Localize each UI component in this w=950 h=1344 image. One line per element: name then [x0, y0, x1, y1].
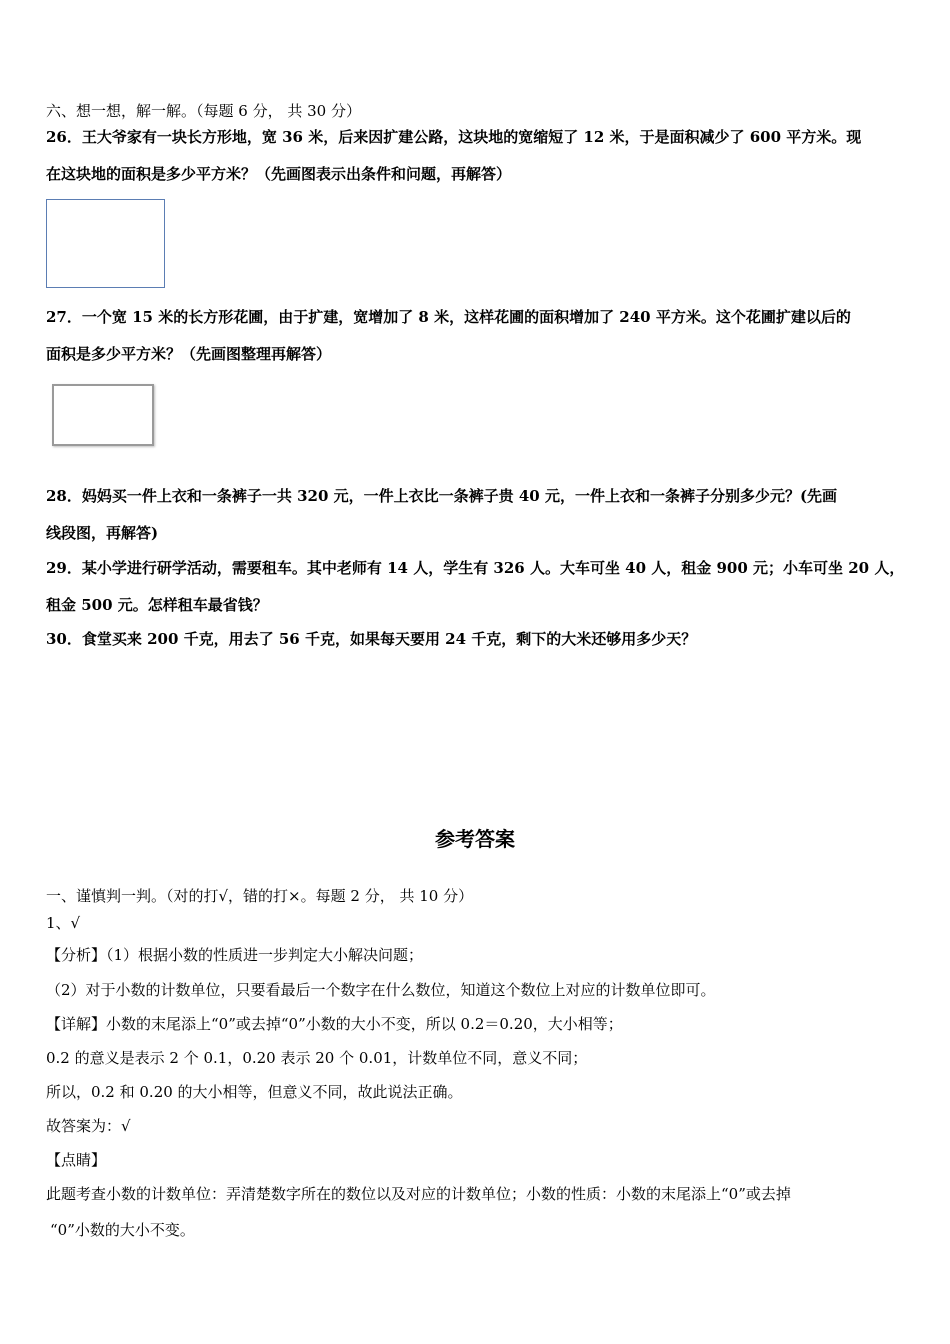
q28-line2: 线段图，再解答)	[46, 524, 159, 542]
detail-line1: 【详解】小数的末尾添上“0”或去掉“0”小数的大小不变，所以 0.2＝0.20，大小相等；	[46, 1015, 623, 1033]
comment-line2: “0”小数的大小不变。	[50, 1221, 195, 1239]
comment-label: 【点睛】	[46, 1151, 107, 1169]
q26-line1: 26．王大爷家有一块长方形地，宽 36 米，后来因扩建公路，这块地的宽缩短了 12 米，于是面积减少了 600 平方米。现	[46, 128, 862, 146]
q27-line2: 面积是多少平方米？（先画图整理再解答）	[46, 345, 332, 363]
comment-line1: 此题考查小数的计数单位：弄清楚数字所在的数位以及对应的计数单位；小数的性质：小数的末尾添上“0”或去掉	[46, 1185, 791, 1203]
q29-line1: 29．某小学进行研学活动，需要租车。其中老师有 14 人，学生有 326 人。大车可坐 40 人，租金 900 元；小车可坐 20 人，	[46, 559, 905, 577]
answers-title: 参考答案	[435, 827, 515, 851]
q30-line1: 30．食堂买来 200 千克，用去了 56 千克，如果每天要用 24 千克，剩下的大米还够用多少天？	[46, 630, 697, 648]
answer-q1: 1、√	[46, 914, 81, 932]
q26-diagram-box	[46, 199, 165, 288]
answers-section1-heading: 一、谨慎判一判。（对的打√，错的打×。每题 2 分， 共 10 分）	[46, 887, 474, 905]
detail-line2: 0.2 的意义是表示 2 个 0.1，0.20 表示 20 个 0.01，计数单位不同，意义不同；	[46, 1049, 588, 1067]
q27-line1: 27．一个宽 15 米的长方形花圃，由于扩建，宽增加了 8 米，这样花圃的面积增加了 240 平方米。这个花圃扩建以后的	[46, 308, 851, 326]
detail-line3: 所以，0.2 和 0.20 的大小相等，但意义不同，故此说法正确。	[46, 1083, 463, 1101]
q29-line2: 租金 500 元。怎样租车最省钱？	[46, 596, 268, 614]
section6-heading: 六、想一想，解一解。（每题 6 分， 共 30 分）	[46, 102, 361, 120]
q28-line1: 28．妈妈买一件上衣和一条裤子一共 320 元，一件上衣比一条裤子贵 40 元，一件上衣和一条裤子分别多少元？(先画	[46, 487, 838, 505]
analysis-line1: 【分析】（1）根据小数的性质进一步判定大小解决问题；	[46, 946, 424, 964]
analysis-line2: （2）对于小数的计数单位，只要看最后一个数字在什么数位，知道这个数位上对应的计数单位即可。	[46, 981, 716, 999]
q26-line2: 在这块地的面积是多少平方米？（先画图表示出条件和问题，再解答）	[46, 165, 512, 183]
q27-diagram-box	[52, 384, 154, 446]
final-answer: 故答案为：√	[46, 1117, 131, 1135]
